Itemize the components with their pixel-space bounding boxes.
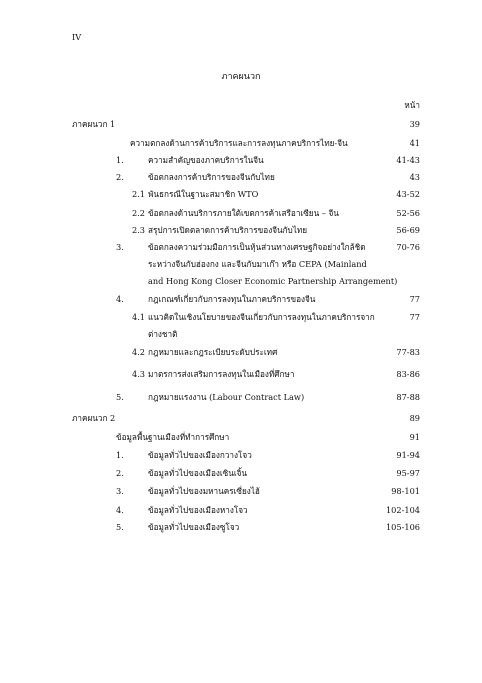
toc-title: ข้อมูลทั่วไปของเมืองหางโจว	[148, 505, 248, 515]
toc-title: ข้อมูลทั่วไปของเมืองซูโจว	[148, 522, 240, 532]
toc-title: ข้อมูลทั่วไปของมหานครเซี่ยงไฮ้	[148, 486, 260, 496]
toc-page: 41	[409, 138, 420, 148]
toc-title: กฎหมายและกฎระเบียบระดับประเทศ	[148, 347, 278, 357]
toc-page: 89	[409, 413, 420, 423]
toc-page: 70-76	[396, 242, 420, 252]
toc-title: ข้อตกลงด้านบริการภายใต้เขตการค้าเสรีอาเซียน – จีน	[148, 208, 339, 218]
toc-title: ข้อตกลงการค้าบริการของจีนกับไทย	[148, 172, 275, 182]
toc-num: 4.2	[132, 347, 146, 357]
toc-title: พันธกรณีในฐานะสมาชิก WTO	[148, 189, 259, 199]
toc-title: ข้อตกลงความร่วมมือการเป็นหุ้นส่วนทางเศรษฐกิจอย่างใกล้ชิด	[148, 242, 366, 252]
toc-num: 1.	[116, 450, 124, 460]
toc-page: 105-106	[385, 522, 420, 532]
page-column-header: หน้า	[404, 100, 420, 110]
toc-page: 87-88	[396, 392, 420, 402]
toc-title-continued: ระหว่างจีนกับฮ่องกง และจีนกับมาเก๊า หรือ CEPA (Mainland	[148, 259, 367, 269]
toc-page: 77	[409, 312, 420, 322]
toc-page: 91-94	[396, 450, 420, 460]
toc-title: สรุปการเปิดตลาดการค้าบริการของจีนกับไทย	[148, 225, 308, 235]
toc-num: 3.	[116, 242, 124, 252]
toc-title: ข้อมูลทั่วไปของเมืองกวางโจว	[148, 450, 252, 460]
toc-num: 3.	[116, 486, 124, 496]
toc-page: 41-43	[396, 155, 420, 165]
toc-page: 43	[409, 172, 420, 182]
toc-title: มาตรการส่งเสริมการลงทุนในเมืองที่ศึกษา	[148, 369, 295, 379]
appendix-label: ภาคผนวก 2	[72, 413, 116, 423]
toc-num: 2.3	[132, 225, 146, 235]
toc-num: 4.	[116, 294, 124, 304]
toc-num: 2.1	[132, 189, 146, 199]
page-heading: ภาคผนวก	[221, 72, 261, 82]
toc-page: 98-101	[391, 486, 420, 496]
toc-page: 95-97	[396, 468, 420, 478]
toc-num: 2.	[116, 172, 124, 182]
toc-title: ความสำคัญของภาคบริการในจีน	[148, 155, 264, 165]
toc-page: 77	[409, 294, 420, 304]
toc-page: 56-69	[396, 225, 420, 235]
toc-page: 83-86	[396, 369, 420, 379]
toc-page: 91	[409, 432, 420, 442]
toc-title-continued: ต่างชาติ	[148, 329, 178, 339]
toc-num: 2.2	[132, 208, 146, 218]
appendix-label: ภาคผนวก 1	[72, 119, 116, 129]
toc-num: 1.	[116, 155, 124, 165]
toc-section-title: ความตกลงด้านการค้าบริการและการลงทุนภาคบริการไทย-จีน	[130, 138, 348, 148]
toc-page: 39	[409, 119, 420, 129]
toc-title: กฎหมายแรงงาน (Labour Contract Law)	[148, 392, 305, 402]
toc-title: กฎเกณฑ์เกี่ยวกับการลงทุนในภาคบริการของจีน	[148, 294, 316, 304]
toc-num: 4.	[116, 505, 124, 515]
toc-title: แนวคิดในเชิงนโยบายของจีนเกี่ยวกับการลงทุนในภาคบริการจาก	[148, 312, 375, 322]
toc-num: 2.	[116, 468, 124, 478]
toc-title: ข้อมูลทั่วไปของเมืองเซินเจิ้น	[148, 468, 248, 478]
toc-page: 52-56	[396, 208, 420, 218]
toc-page: 102-104	[385, 505, 420, 515]
toc-num: 5.	[116, 522, 124, 532]
toc-num: 4.3	[132, 369, 146, 379]
toc-num: 5.	[116, 392, 124, 402]
toc-section-title: ข้อมูลพื้นฐานเมืองที่ทำการศึกษา	[116, 432, 230, 442]
toc-page: 43-52	[396, 189, 420, 199]
toc-num: 4.1	[132, 312, 146, 322]
toc-page: 77-83	[396, 347, 420, 357]
toc-title-continued: and Hong Kong Closer Economic Partnership Arrangement)	[148, 276, 398, 286]
page-number: IV	[72, 32, 82, 42]
